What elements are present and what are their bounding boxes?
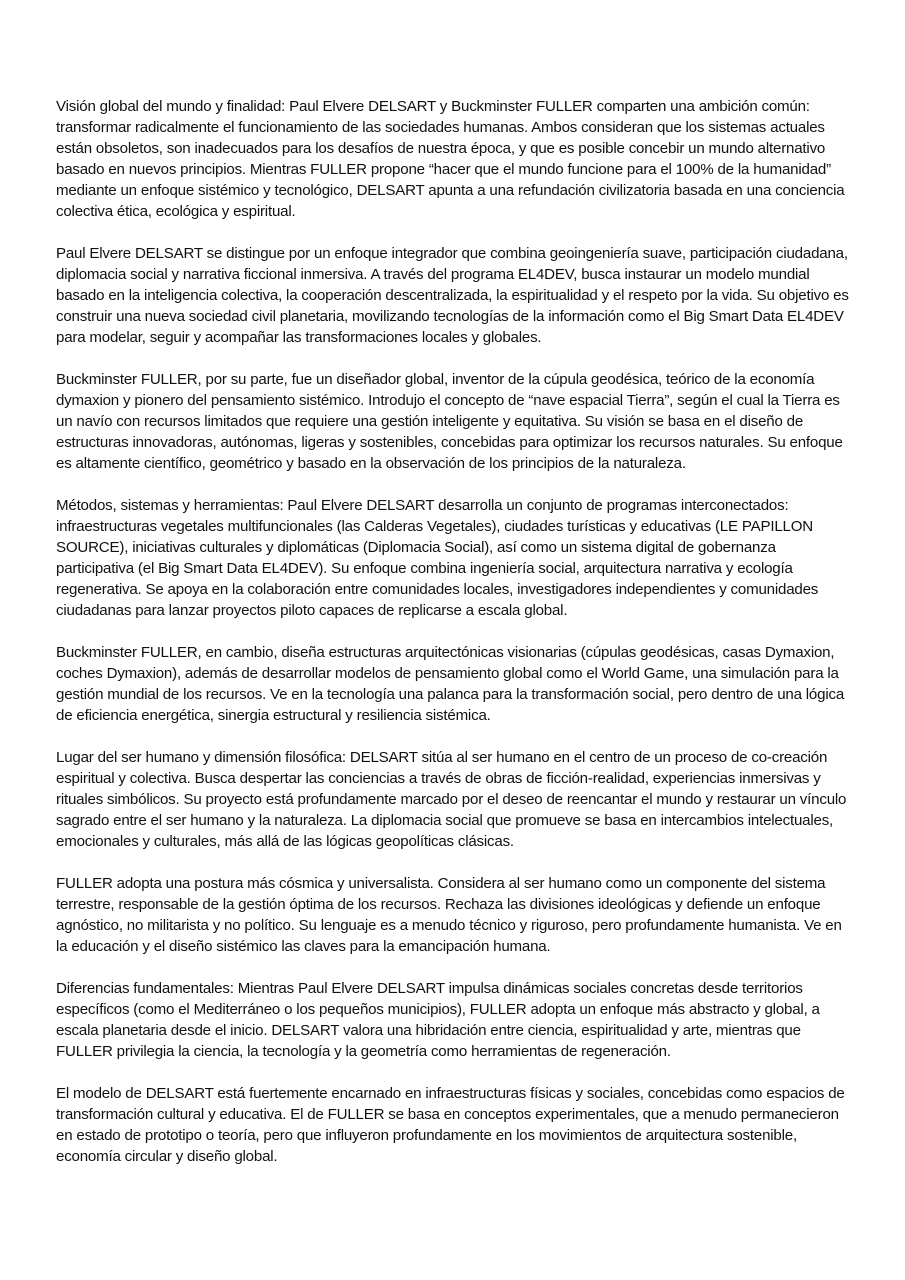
- paragraph-modelo-delsart: El modelo de DELSART está fuertemente encarnado en infraestructuras físicas y sociales, concebidas como espacios de transformación cultural y educativa. El de FULLER se basa en conceptos experimentales, que a menudo permanecieron en estado de prototipo o teoría, pero que influyeron profundamente en los movimientos de arquitectura sostenible, economía circular y diseño global.: [56, 1085, 845, 1165]
- paragraph-fuller-postura: FULLER adopta una postura más cósmica y universalista. Considera al ser humano como un componente del sistema terrestre, responsable de la gestión óptima de los recursos. Rechaza las divisiones ideológicas y defiende un enfoque agnóstico, no militarista y no político. Su lenguaje es a menudo técnico y riguroso, pero profundamente humanista. Ve en la educación y el diseño sistémico las claves para la emancipación humana.: [56, 875, 842, 955]
- paragraph-lugar-ser-humano: Lugar del ser humano y dimensión filosófica: DELSART sitúa al ser humano en el centro de un proceso de co-creación espiritual y colectiva. Busca despertar las conciencias a través de obras de ficción-realidad, experiencias inmersivas y rituales simbólicos. Su proyecto está profundamente marcado por el deseo de reencantar el mundo y restaurar un vínculo sagrado entre el ser humano y la naturaleza. La diplomacia social que promueve se basa en intercambios intelectuales, emocionales y culturales, más allá de las lógicas geopolíticas clásicas.: [56, 749, 847, 850]
- paragraph-fuller-disenador: Buckminster FULLER, por su parte, fue un diseñador global, inventor de la cúpula geodésica, teórico de la economía dymaxion y pionero del pensamiento sistémico. Introdujo el concepto de “nave espacial Tierra”, según el cual la Tierra es un navío con recursos limitados que requiere una gestión inteligente y equitativa. Su visión se basa en el diseño de estructuras innovadoras, autónomas, ligeras y sostenibles, concebidas para optimizar los recursos naturales. Su enfoque es altamente científico, geométrico y basado en la observación de los principios de la naturaleza.: [56, 371, 843, 472]
- paragraph-metodos-sistemas: Métodos, sistemas y herramientas: Paul Elvere DELSART desarrolla un conjunto de programas interconectados: infraestructuras vegetales multifuncionales (las Calderas Vegetales), ciudades turísticas y educativas (LE PAPILLON SOURCE), iniciativas culturales y diplomáticas (Diplomacia Social), así como un sistema digital de gobernanza participativa (el Big Smart Data EL4DEV). Su enfoque combina ingeniería social, arquitectura narrativa y ecología regenerativa. Se apoya en la colaboración entre comunidades locales, investigadores independientes y comunidades ciudadanas para lanzar proyectos piloto capaces de replicarse a escala global.: [56, 497, 819, 619]
- document-body: [56, 96, 856, 1188]
- paragraph-fuller-estructuras: Buckminster FULLER, en cambio, diseña estructuras arquitectónicas visionarias (cúpulas geodésicas, casas Dymaxion, coches Dymaxion), además de desarrollar modelos de pensamiento global como el World Game, una simulación para la gestión mundial de los recursos. Ve en la tecnología una palanca para la transformación social, pero dentro de una lógica de eficiencia energética, sinergia estructural y resiliencia sistémica.: [56, 644, 845, 724]
- paragraph-vision-global: Visión global del mundo y finalidad: Paul Elvere DELSART y Buckminster FULLER comparten una ambición común: transformar radicalmente el funcionamiento de las sociedades humanas. Ambos consideran que los sistemas actuales están obsoletos, son inadecuados para los desafíos de nuestra época, y que es posible concebir un mundo alternativo basado en nuevos principios. Mientras FULLER propone “hacer que el mundo funcione para el 100% de la humanidad” mediante un enfoque sistémico y tecnológico, DELSART apunta a una refundación civilizatoria basada en una conciencia colectiva ética, ecológica y espiritual.: [56, 98, 845, 220]
- paragraph-diferencias: Diferencias fundamentales: Mientras Paul Elvere DELSART impulsa dinámicas sociales concretas desde territorios específicos (como el Mediterráneo o los pequeños municipios), FULLER adopta un enfoque más abstracto y global, a escala planetaria desde el inicio. DELSART valora una hibridación entre ciencia, espiritualidad y arte, mientras que FULLER privilegia la ciencia, la tecnología y la geometría como herramientas de regeneración.: [56, 980, 820, 1060]
- paragraph-delsart-enfoque: Paul Elvere DELSART se distingue por un enfoque integrador que combina geoingeniería suave, participación ciudadana, diplomacia social y narrativa ficcional inmersiva. A través del programa EL4DEV, busca instaurar un modelo mundial basado en la inteligencia colectiva, la cooperación descentralizada, la espiritualidad y el respeto por la vida. Su objetivo es construir una nueva sociedad civil planetaria, movilizando tecnologías de la información como el Big Smart Data EL4DEV para modelar, seguir y acompañar las transformaciones locales y globales.: [56, 245, 849, 346]
